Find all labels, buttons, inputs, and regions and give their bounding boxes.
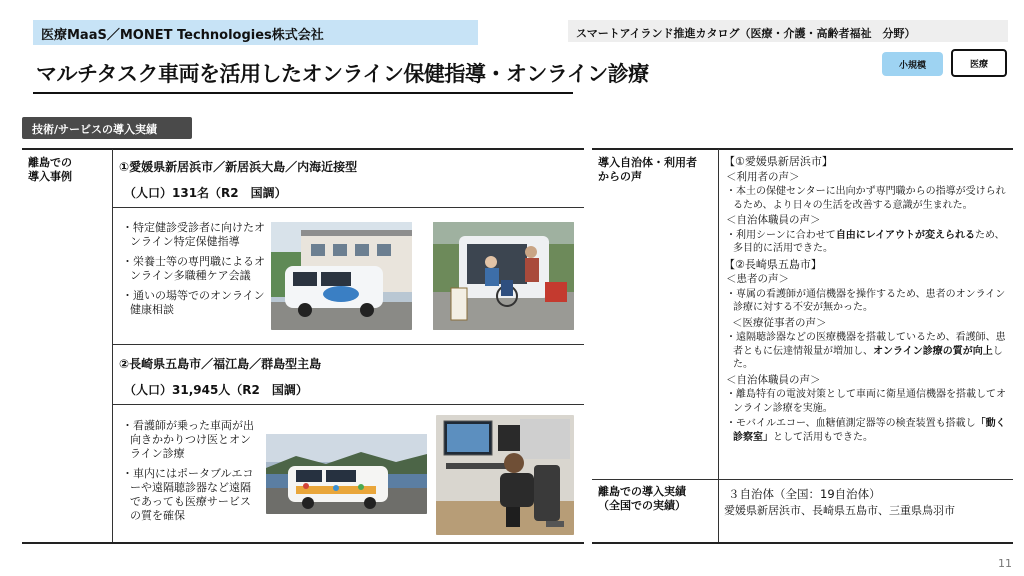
voices-item: ・本土の保健センターに出向かず専門職からの指導が受けられるため、より日々の生活を改善する意識が生まれた。 <box>726 186 1006 211</box>
voices-emphasis: 自由にレイアウトが変えられる <box>835 229 976 241</box>
case1-population: （人口）131名（R2 国調） <box>124 186 287 200</box>
right-table-top-border <box>592 148 1013 150</box>
page-number: 11 <box>998 557 1012 570</box>
case1-header-divider <box>112 207 584 208</box>
case-divider <box>112 344 584 345</box>
consultation-image <box>433 222 574 330</box>
case2-title: ②長崎県五島市／福江島／群島型主島 <box>119 357 322 371</box>
list-item: ・看護師が乗った車両が出向きかかりつけ医とオンライン診療 <box>122 419 254 460</box>
case1-title: ①愛媛県新居浜市／新居浜大島／内海近接型 <box>119 160 358 174</box>
voices-item <box>724 331 1014 372</box>
case1-consultation-photo <box>433 222 574 330</box>
case2-van-photo <box>266 434 427 514</box>
voices-case2-heading: 【②長崎県五島市】 <box>724 257 822 271</box>
voices-item <box>724 229 1014 256</box>
right-column-divider <box>718 149 719 543</box>
table-bottom-border <box>22 542 584 544</box>
title-underline <box>33 92 573 94</box>
voices-text: ため、多目的に活用できた。 <box>733 229 1005 254</box>
voices-role: ＜患者の声＞ <box>726 273 789 285</box>
voices-item: ・専属の看護師が通信機器を操作するため、患者のオンライン診療に対する不安が無かった。 <box>726 288 1006 313</box>
voices-role: ＜自治体職員の声＞ <box>726 373 821 386</box>
field-badge: 医療 <box>951 49 1007 77</box>
voices-emphasis: 「動く診察室」 <box>733 418 1006 443</box>
list-item: ・栄養士等の専門職によるオンライン多職種ケア会議 <box>122 255 265 282</box>
voices-case1-heading: 【①愛媛県新居浜市】 <box>724 155 833 168</box>
right-row-divider <box>592 479 1013 480</box>
voices-content <box>724 154 1014 446</box>
results-count: ３自治体（全国：19自治体） <box>728 487 881 501</box>
case2-bullets <box>122 419 254 529</box>
voices-emphasis: オンライン診療の質が向上 <box>873 345 993 357</box>
row-label-island-cases: 離島での 導入事例 <box>28 156 72 183</box>
company-banner: 医療MaaS／MONET Technologies株式会社 <box>33 20 478 45</box>
list-item: ・特定健診受診者に向けたオンライン特定保健指導 <box>122 221 265 248</box>
case1-van-photo <box>271 222 412 330</box>
voices-role: ＜利用者の声＞ <box>726 170 800 183</box>
results-places: 愛媛県新居浜市、長崎県五島市、三重県鳥羽市 <box>724 504 955 517</box>
table-top-border <box>22 148 584 150</box>
list-item: ・車内にはポータブルエコーや遠隔聴診器など遠隔であっても医療サービスの質を確保 <box>122 467 254 522</box>
voices-text: した。 <box>733 345 1003 370</box>
case1-bullets <box>122 221 266 323</box>
remote-doctor-image <box>436 415 574 535</box>
left-column-divider <box>112 149 113 543</box>
voices-item: ・離島特有の電波対策として車両に衛星通信機器を搭載してオンライン診療を実施。 <box>726 389 1006 414</box>
case2-remote-doctor-photo <box>436 415 574 535</box>
case2-header-divider <box>112 404 584 405</box>
list-item: ・通いの場等でのオンライン健康相談 <box>122 289 265 316</box>
voices-item <box>724 417 1014 444</box>
page-title: マルチタスク車両を活用したオンライン保健指導・オンライン診療 <box>36 62 649 86</box>
catalog-title: スマートアイランド推進カタログ（医療・介護・高齢者福祉 分野） <box>568 20 1008 42</box>
voices-text: ・遠隔聴診器などの医療機器を搭載しているため、看護師、患者ともに伝達情報量が増加し、 <box>726 332 1006 357</box>
scale-badge: 小規模 <box>882 52 943 76</box>
voices-role: ＜医療従事者の声＞ <box>732 316 827 329</box>
van-seaside-image <box>266 434 427 514</box>
voices-text: ・利用シーンに合わせて <box>726 229 836 241</box>
voices-label: 導入自治体・利用者 からの声 <box>598 156 697 183</box>
right-table-bottom-border <box>592 542 1013 544</box>
voices-text: ・モバイルエコー、血糖値測定器等の検査装置も搭載し <box>726 418 976 429</box>
voices-text: として活用もできた。 <box>773 431 873 443</box>
section-label: 技術/サービスの導入実績 <box>22 117 192 139</box>
results-label: 離島での導入実績 （全国での実績） <box>598 485 686 512</box>
voices-role: ＜自治体職員の声＞ <box>726 214 821 226</box>
van-image <box>271 222 412 330</box>
case2-population: （人口）31,945人（R2 国調） <box>124 383 308 397</box>
